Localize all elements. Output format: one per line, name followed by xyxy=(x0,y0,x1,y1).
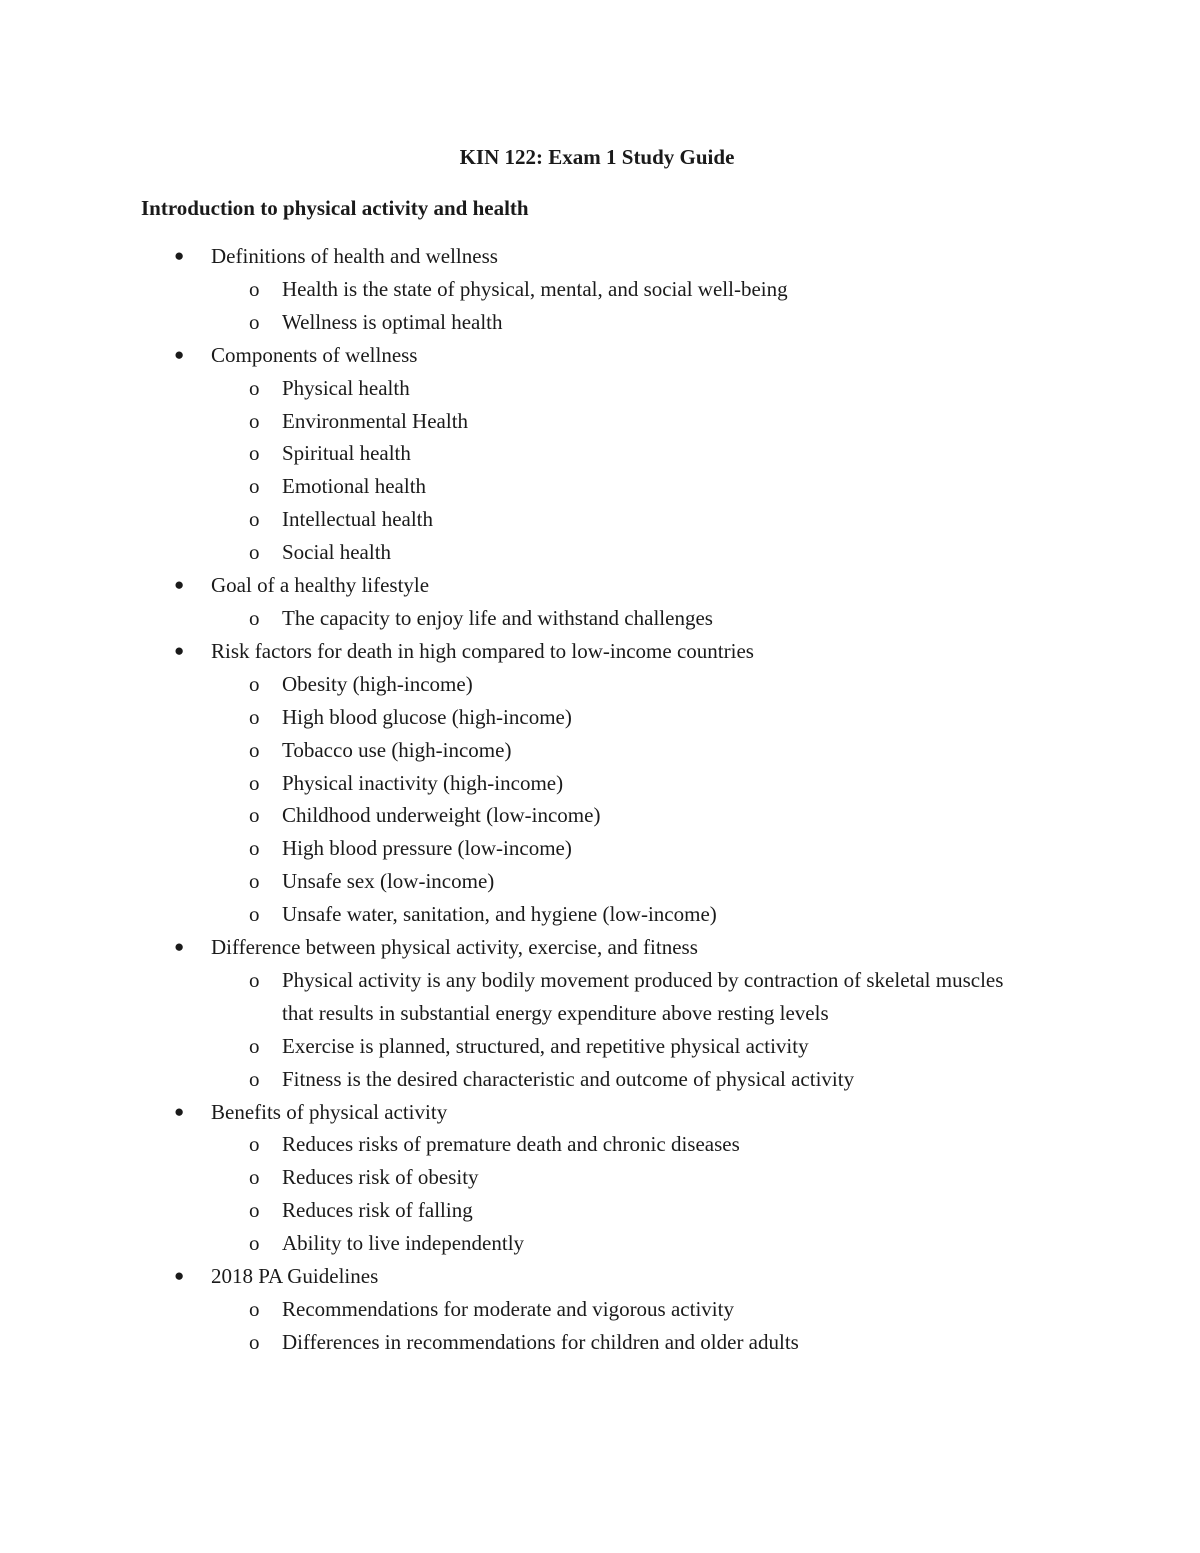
bullet-icon: ● xyxy=(174,575,185,595)
sub-bullet-icon: o xyxy=(249,507,260,532)
subtopic-item xyxy=(0,273,1200,306)
subtopic-item xyxy=(0,437,1200,470)
topic-label: Goal of a healthy lifestyle xyxy=(211,573,430,598)
subtopic-item xyxy=(0,470,1200,503)
section-heading: Introduction to physical activity and health xyxy=(141,196,529,220)
subtopic-item xyxy=(0,405,1200,438)
subtopic-item xyxy=(0,865,1200,898)
bullet-icon: ● xyxy=(174,344,185,364)
subtopic-list xyxy=(0,602,1200,635)
subtopic-text: Reduces risk of falling xyxy=(282,1198,473,1223)
subtopic-text: Recommendations for moderate and vigorous activity xyxy=(282,1297,734,1321)
subtopic-item xyxy=(0,964,1200,1030)
sub-bullet-icon: o xyxy=(249,474,260,499)
subtopic-item xyxy=(0,536,1200,569)
subtopic-text: Wellness is optimal health xyxy=(282,309,503,334)
subtopic-group xyxy=(0,964,1200,1096)
sub-bullet-icon: o xyxy=(249,1231,260,1256)
subtopic-item xyxy=(0,503,1200,536)
sub-bullet-icon: o xyxy=(249,605,260,630)
sub-bullet-icon: o xyxy=(249,1198,260,1223)
sub-bullet-icon: o xyxy=(249,770,260,795)
subtopic-text: Social health xyxy=(282,540,392,565)
subtopic-text: Tobacco use (high-income) xyxy=(282,737,512,762)
sub-bullet-icon: o xyxy=(249,902,260,927)
subtopic-group xyxy=(0,668,1200,931)
sub-bullet-icon: o xyxy=(249,540,260,565)
subtopic-item xyxy=(0,668,1200,701)
subtopic-item xyxy=(0,1227,1200,1260)
bullet-icon: ● xyxy=(174,640,185,660)
sub-bullet-icon: o xyxy=(249,309,260,334)
subtopic-list xyxy=(0,1293,1200,1359)
subtopic-item xyxy=(0,1194,1200,1227)
sub-bullet-icon: o xyxy=(249,1165,260,1190)
subtopic-text: High blood glucose (high-income) xyxy=(282,704,572,729)
topic-item xyxy=(0,1096,1200,1129)
subtopic-text: Physical inactivity (high-income) xyxy=(282,770,564,795)
topic-item xyxy=(0,569,1200,602)
subtopic-text: Environmental Health xyxy=(282,408,469,433)
subtopic-item xyxy=(0,767,1200,800)
subtopic-item xyxy=(0,734,1200,767)
subtopic-text: Exercise is planned, structured, and repetitive physical activity xyxy=(282,1033,809,1058)
topic-item xyxy=(0,240,1200,273)
subtopic-text: Ability to live independently xyxy=(282,1231,525,1256)
topic-label: Benefits of physical activity xyxy=(211,1099,448,1124)
subtopic-list xyxy=(0,964,1200,1096)
topic-item xyxy=(0,339,1200,372)
subtopic-text: Health is the state of physical, mental, and social well-being xyxy=(282,276,788,301)
sub-bullet-icon: o xyxy=(249,408,260,433)
sub-bullet-icon: o xyxy=(249,441,260,466)
sub-bullet-icon: o xyxy=(249,869,260,894)
bullet-icon: ● xyxy=(174,1101,185,1121)
sub-bullet-icon: o xyxy=(249,704,260,729)
subtopic-text: Spiritual health xyxy=(282,441,411,466)
subtopic-list xyxy=(0,273,1200,339)
bullet-icon: ● xyxy=(174,1266,185,1286)
sub-bullet-icon: o xyxy=(249,1033,260,1058)
topic-label: Components of wellness xyxy=(211,342,418,367)
sub-bullet-icon: o xyxy=(249,1329,260,1354)
subtopic-item xyxy=(0,1293,1200,1326)
topic-label: 2018 PA Guidelines xyxy=(211,1264,379,1289)
sub-bullet-icon: o xyxy=(249,1297,260,1321)
subtopic-text: Reduces risks of premature death and chronic diseases xyxy=(282,1132,740,1157)
subtopic-group xyxy=(0,273,1200,339)
sub-bullet-icon: o xyxy=(249,375,260,400)
subtopic-text: Differences in recommendations for children and older adults xyxy=(282,1329,799,1354)
topic-label: Difference between physical activity, exercise, and fitness xyxy=(211,935,698,960)
subtopic-list xyxy=(0,668,1200,931)
subtopic-list xyxy=(0,1128,1200,1260)
topic-outline xyxy=(0,240,1200,1359)
subtopic-text: High blood pressure (low-income) xyxy=(282,836,572,861)
subtopic-group xyxy=(0,1128,1200,1260)
subtopic-item xyxy=(0,1128,1200,1161)
subtopic-text: Reduces risk of obesity xyxy=(282,1165,479,1190)
subtopic-item xyxy=(0,701,1200,734)
bullet-icon: ● xyxy=(174,246,185,265)
subtopic-item xyxy=(0,1063,1200,1096)
subtopic-text: Obesity (high-income) xyxy=(282,671,473,696)
subtopic-text: Physical activity is any bodily movement produced by contraction of skeletal muscles that results in substantial energy expenditure above resting levels xyxy=(282,967,1004,1025)
sub-bullet-icon: o xyxy=(249,803,260,828)
subtopic-item xyxy=(0,372,1200,405)
subtopic-text: Unsafe water, sanitation, and hygiene (low-income) xyxy=(282,902,717,927)
subtopic-item xyxy=(0,898,1200,931)
sub-bullet-icon: o xyxy=(249,737,260,762)
sub-bullet-icon: o xyxy=(249,836,260,861)
sub-bullet-icon: o xyxy=(249,671,260,696)
sub-bullet-icon: o xyxy=(249,967,260,992)
subtopic-group xyxy=(0,372,1200,569)
subtopic-item xyxy=(0,306,1200,339)
subtopic-item xyxy=(0,602,1200,635)
subtopic-item xyxy=(0,799,1200,832)
subtopic-text: Intellectual health xyxy=(282,507,434,532)
topic-label: Definitions of health and wellness xyxy=(211,244,498,268)
subtopic-text: Physical health xyxy=(282,375,410,400)
bullet-icon: ● xyxy=(174,937,185,957)
topic-label: Risk factors for death in high compared to low-income countries xyxy=(211,638,754,663)
subtopic-list xyxy=(0,372,1200,569)
subtopic-text: Unsafe sex (low-income) xyxy=(282,869,495,894)
subtopic-item xyxy=(0,1161,1200,1194)
subtopic-item xyxy=(0,1030,1200,1063)
topic-item xyxy=(0,635,1200,668)
subtopic-group xyxy=(0,602,1200,635)
topic-item xyxy=(0,1260,1200,1293)
subtopic-text: Fitness is the desired characteristic and outcome of physical activity xyxy=(282,1066,855,1091)
subtopic-text: The capacity to enjoy life and withstand challenges xyxy=(282,605,713,630)
subtopic-group xyxy=(0,1293,1200,1359)
subtopic-item xyxy=(0,832,1200,865)
sub-bullet-icon: o xyxy=(249,1066,260,1091)
subtopic-text: Emotional health xyxy=(282,474,427,499)
topic-item xyxy=(0,931,1200,964)
subtopic-text: Childhood underweight (low-income) xyxy=(282,803,601,828)
document-title: KIN 122: Exam 1 Study Guide xyxy=(459,145,735,169)
subtopic-item xyxy=(0,1326,1200,1359)
sub-bullet-icon: o xyxy=(249,1132,260,1157)
sub-bullet-icon: o xyxy=(249,276,260,301)
